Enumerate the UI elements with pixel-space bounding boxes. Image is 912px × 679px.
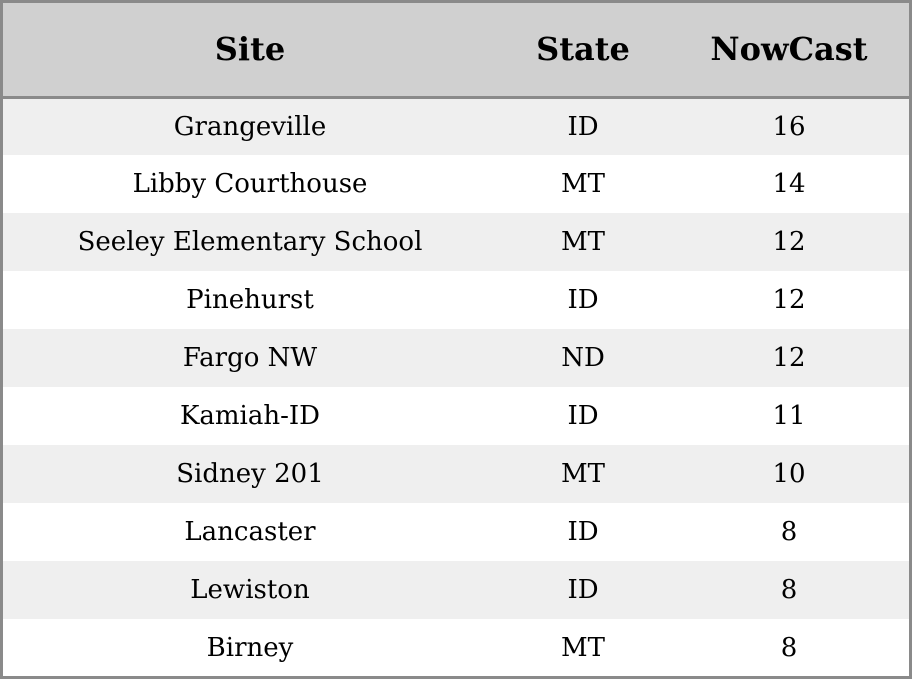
nowcast-cell: 14 bbox=[772, 169, 806, 199]
state-cell: ID bbox=[567, 517, 599, 547]
nowcast-cell: 12 bbox=[772, 285, 806, 315]
nowcast-table bbox=[3, 3, 909, 676]
nowcast-cell: 12 bbox=[772, 343, 806, 373]
table-row bbox=[3, 387, 909, 445]
site-cell: Grangeville bbox=[173, 111, 327, 142]
site-cell: Libby Courthouse bbox=[132, 169, 368, 199]
nowcast-cell: 8 bbox=[780, 517, 798, 547]
site-cell: Fargo NW bbox=[182, 343, 318, 373]
table-row bbox=[3, 97, 909, 155]
table-header bbox=[3, 3, 909, 97]
table-row bbox=[3, 271, 909, 329]
table-row bbox=[3, 619, 909, 676]
column-header-nowcast: NowCast bbox=[710, 30, 868, 69]
state-cell: ID bbox=[567, 575, 599, 605]
table-row bbox=[3, 503, 909, 561]
table-row bbox=[3, 213, 909, 271]
table-row bbox=[3, 445, 909, 503]
header-row bbox=[3, 3, 909, 97]
site-cell: Seeley Elementary School bbox=[77, 227, 423, 257]
state-cell: ID bbox=[567, 401, 599, 431]
table-row bbox=[3, 155, 909, 213]
table-row bbox=[3, 561, 909, 619]
state-cell: ID bbox=[567, 285, 599, 315]
state-cell: MT bbox=[561, 169, 605, 199]
table-body bbox=[3, 97, 909, 676]
table-row bbox=[3, 329, 909, 387]
state-cell: MT bbox=[561, 632, 605, 663]
nowcast-cell: 12 bbox=[772, 227, 806, 257]
state-cell: MT bbox=[561, 227, 605, 257]
nowcast-cell: 10 bbox=[772, 459, 806, 489]
nowcast-cell: 8 bbox=[780, 575, 798, 605]
site-cell: Pinehurst bbox=[186, 285, 314, 315]
nowcast-cell: 8 bbox=[780, 632, 798, 663]
site-cell: Sidney 201 bbox=[176, 459, 324, 489]
site-cell: Kamiah-ID bbox=[179, 401, 321, 431]
nowcast-cell: 11 bbox=[772, 401, 806, 431]
column-header-state: State bbox=[536, 30, 630, 69]
nowcast-cell: 16 bbox=[772, 111, 806, 142]
state-cell: MT bbox=[561, 459, 605, 489]
site-cell: Birney bbox=[206, 632, 294, 663]
column-header-site: Site bbox=[214, 30, 286, 69]
site-cell: Lancaster bbox=[184, 517, 316, 547]
site-cell: Lewiston bbox=[190, 575, 310, 605]
state-cell: ND bbox=[561, 343, 605, 373]
state-cell: ID bbox=[567, 111, 599, 142]
